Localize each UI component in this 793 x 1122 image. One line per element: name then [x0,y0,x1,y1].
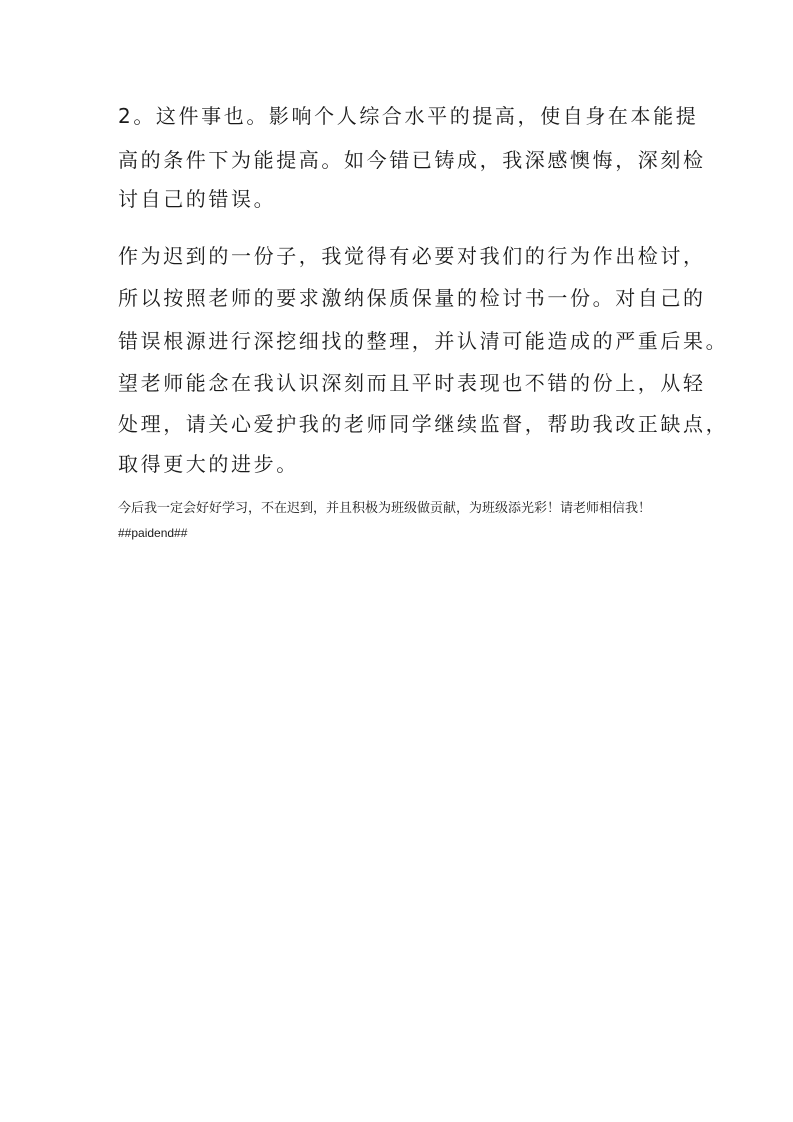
paragraph-2-line-3: 错误根源进行深挖细找的整理，并认清可能造成的严重后果。 [118,329,729,353]
paragraph-1-line-1: 2。这件事也。影响个人综合水平的提高，使自身在本能提 [118,104,699,128]
paragraph-1-line-2: 高的条件下为能提高。如今错已铸成，我深感懊悔，深刻检 [118,148,706,172]
paragraph-2-line-2: 所以按照老师的要求激纳保质保量的检讨书一份。对自己的 [118,286,706,310]
paragraph-1-line-3: 讨自己的错误。 [118,187,277,211]
end-marker: ##paidend## [118,526,188,540]
paragraph-2-line-1: 作为迟到的一份子，我觉得有必要对我们的行为作出检讨， [118,244,706,268]
paragraph-2-line-5: 处理，请关心爱护我的老师同学继续监督，帮助我改正缺点， [118,412,729,436]
paragraph-2-line-4: 望老师能念在我认识深刻而且平时表现也不错的份上，从轻 [118,371,706,395]
paragraph-2-line-6: 取得更大的进步。 [118,452,299,476]
closing-statement: 今后我一定会好好学习，不在迟到，并且积极为班级做贡献，为班级添光彩！请老师相信我！ [118,501,652,516]
